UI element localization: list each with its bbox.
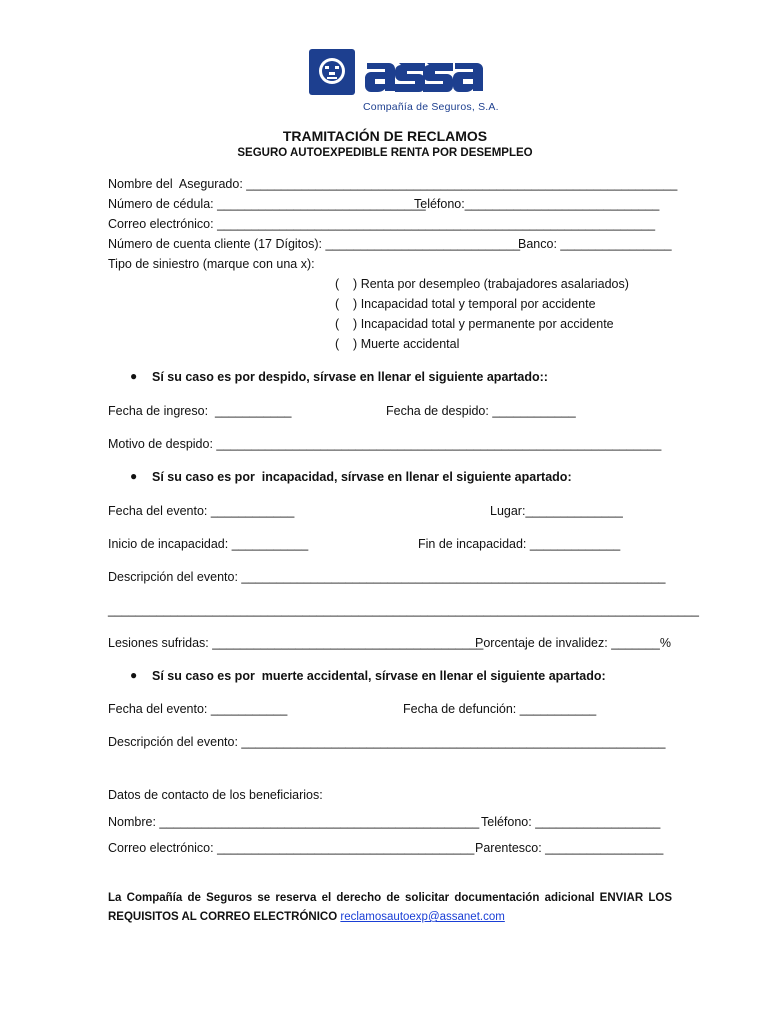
disability-heading: Sí su caso es por incapacidad, sírvase en llenar el siguiente apartado: <box>152 470 572 484</box>
dismissal-date-field[interactable]: Fecha de despido: ____________ <box>386 404 576 418</box>
disability-description-line2[interactable]: _____________________________________________________________________________________ <box>108 603 699 617</box>
place-field[interactable]: Lugar:______________ <box>490 504 623 518</box>
death-description-field[interactable]: Descripción del evento: _____________________________________________________________ <box>108 735 666 749</box>
option-permanent-disability[interactable]: ( ) Incapacidad total y permanente por accidente <box>335 317 614 331</box>
start-date-field[interactable]: Fecha de ingreso: ___________ <box>108 404 292 418</box>
bullet-icon: ● <box>130 469 138 483</box>
bullet-icon: ● <box>130 369 138 383</box>
claim-type-label: Tipo de siniestro (marque con una x): <box>108 257 315 271</box>
form-title: TRAMITACIÓN DE RECLAMOS <box>282 128 488 144</box>
death-event-date-field[interactable]: Fecha del evento: ___________ <box>108 702 288 716</box>
injuries-field[interactable]: Lesiones sufridas: _______________________________________ <box>108 636 484 650</box>
disability-start-field[interactable]: Inicio de incapacidad: ___________ <box>108 537 309 551</box>
bullet-icon: ● <box>130 668 138 682</box>
bank-field[interactable]: Banco: ________________ <box>518 237 672 251</box>
death-heading: Sí su caso es por muerte accidental, sírvase en llenar el siguiente apartado: <box>152 669 606 683</box>
death-date-field[interactable]: Fecha de defunción: ___________ <box>403 702 597 716</box>
beneficiaries-heading: Datos de contacto de los beneficiarios: <box>108 788 323 802</box>
beneficiary-name-field[interactable]: Nombre: ______________________________________________ <box>108 815 480 829</box>
footer-note-text: La Compañía de Seguros se reserva el derecho de solicitar documentación adicional ENVIAR LOS REQUISITOS AL CORREO ELECTRÓNICO <box>108 892 672 923</box>
invalidity-percent-field[interactable]: Porcentaje de invalidez: _______% <box>475 636 671 650</box>
option-accidental-death[interactable]: ( ) Muerte accidental <box>335 337 460 351</box>
footer-note <box>108 889 672 927</box>
insured-phone-field[interactable]: Teléfono:____________________________ <box>414 197 660 211</box>
dismissal-heading: Sí su caso es por despido, sírvase en llenar el siguiente apartado:: <box>152 370 548 384</box>
option-unemployment[interactable]: ( ) Renta por desempleo (trabajadores asalariados) <box>335 277 629 291</box>
beneficiary-phone-field[interactable]: Teléfono: __________________ <box>481 815 661 829</box>
disability-description-field[interactable]: Descripción del evento: _____________________________________________________________ <box>108 570 666 584</box>
disability-event-date-field[interactable]: Fecha del evento: ____________ <box>108 504 295 518</box>
dismissal-reason-field[interactable]: Motivo de despido: ________________________________________________________________ <box>108 437 662 451</box>
account-number-field[interactable]: Número de cuenta cliente (17 Dígitos): ____________________________ <box>108 237 521 251</box>
beneficiary-email-field[interactable]: Correo electrónico: _____________________________________ <box>108 841 475 855</box>
company-name: Compañía de Seguros, S.A. <box>363 101 499 113</box>
disability-end-field[interactable]: Fin de incapacidad: _____________ <box>418 537 621 551</box>
beneficiary-relationship-field[interactable]: Parentesco: _________________ <box>475 841 664 855</box>
form-subtitle: SEGURO AUTOEXPEDIBLE RENTA POR DESEMPLEO <box>237 147 533 159</box>
option-temporary-disability[interactable]: ( ) Incapacidad total y temporal por accidente <box>335 297 596 311</box>
insured-email-field[interactable]: Correo electrónico: _______________________________________________________________ <box>108 217 656 231</box>
insured-name-field[interactable]: Nombre del Asegurado: ______________________________________________________________ <box>108 177 678 191</box>
id-number-field[interactable]: Número de cédula: ______________________________ <box>108 197 426 211</box>
claims-email-link[interactable]: reclamosautoexp@assanet.com <box>340 911 505 923</box>
